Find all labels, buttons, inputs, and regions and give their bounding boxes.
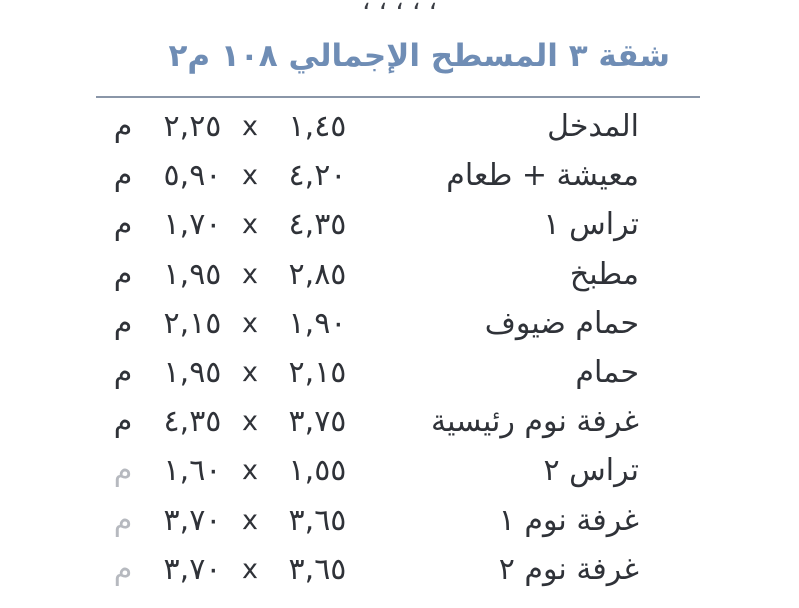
unit-label: م xyxy=(113,305,133,341)
room-row xyxy=(0,397,799,446)
room-name: غرفة نوم ١ xyxy=(498,502,639,538)
dimension-1: ١,٤٥ xyxy=(288,109,347,144)
dimension-1: ١,٥٥ xyxy=(288,453,347,489)
dimension-2: ١,٧٠ xyxy=(163,207,222,243)
dimension-1: ٢,١٥ xyxy=(288,354,347,390)
room-row xyxy=(0,151,799,200)
room-row xyxy=(0,545,799,594)
times-sign: x xyxy=(242,111,258,142)
title-divider xyxy=(96,96,700,98)
unit-label: م xyxy=(113,207,133,243)
room-name: تراس ١ xyxy=(543,207,639,243)
unit-label: م xyxy=(113,354,133,390)
unit-label: م xyxy=(113,551,133,587)
times-sign: x xyxy=(242,356,258,388)
dimension-1: ٤,٢٠ xyxy=(288,158,347,194)
dimension-2: ٤,٣٥ xyxy=(163,404,222,440)
times-sign: x xyxy=(242,209,258,241)
room-name: حمام xyxy=(575,354,639,390)
dimension-2: ٣,٧٠ xyxy=(163,502,222,538)
room-name: غرفة نوم رئيسية xyxy=(431,404,639,440)
dimension-2: ٣,٧٠ xyxy=(163,551,222,587)
dimension-1: ٣,٦٥ xyxy=(288,551,347,587)
dimension-2: ١,٦٠ xyxy=(163,453,222,489)
page-title: شقة ٣ المسطح الإجمالي ١٠٨ م٢ xyxy=(168,38,670,74)
times-sign: x xyxy=(242,553,258,585)
cut-off-text-line: ، ، ، ، ، xyxy=(361,0,438,16)
unit-label: م xyxy=(113,109,133,144)
room-row xyxy=(0,250,799,299)
room-name: معيشة + طعام xyxy=(446,158,639,194)
unit-label: م xyxy=(113,158,133,194)
unit-label: م xyxy=(113,256,133,292)
dimension-2: ١,٩٥ xyxy=(163,256,222,292)
room-row xyxy=(0,496,799,545)
room-name: حمام ضيوف xyxy=(484,305,639,341)
times-sign: x xyxy=(242,258,258,290)
unit-label: م xyxy=(113,404,133,440)
times-sign: x xyxy=(242,160,258,192)
room-name: مطبخ xyxy=(569,256,639,292)
unit-label: م xyxy=(113,502,133,538)
dimension-2: ٥,٩٠ xyxy=(163,158,222,194)
room-name: تراس ٢ xyxy=(543,453,639,489)
room-row xyxy=(0,200,799,249)
dimension-1: ٢,٨٥ xyxy=(288,256,347,292)
dimension-1: ١,٩٠ xyxy=(288,305,347,341)
unit-label: م xyxy=(113,453,133,489)
dimension-2: ١,٩٥ xyxy=(163,354,222,390)
room-name: المدخل xyxy=(547,109,639,144)
dimension-1: ٤,٣٥ xyxy=(288,207,347,243)
room-row xyxy=(0,348,799,397)
dimension-2: ٢,١٥ xyxy=(163,305,222,341)
dimension-2: ٢,٢٥ xyxy=(163,109,222,144)
times-sign: x xyxy=(242,406,258,438)
times-sign: x xyxy=(242,504,258,536)
times-sign: x xyxy=(242,455,258,487)
room-row xyxy=(0,299,799,348)
room-row xyxy=(0,446,799,495)
dimension-1: ٣,٧٥ xyxy=(288,404,347,440)
dimension-1: ٣,٦٥ xyxy=(288,502,347,538)
room-row xyxy=(0,102,799,151)
room-name: غرفة نوم ٢ xyxy=(498,551,639,587)
times-sign: x xyxy=(242,307,258,339)
room-dimensions-list xyxy=(0,102,799,594)
